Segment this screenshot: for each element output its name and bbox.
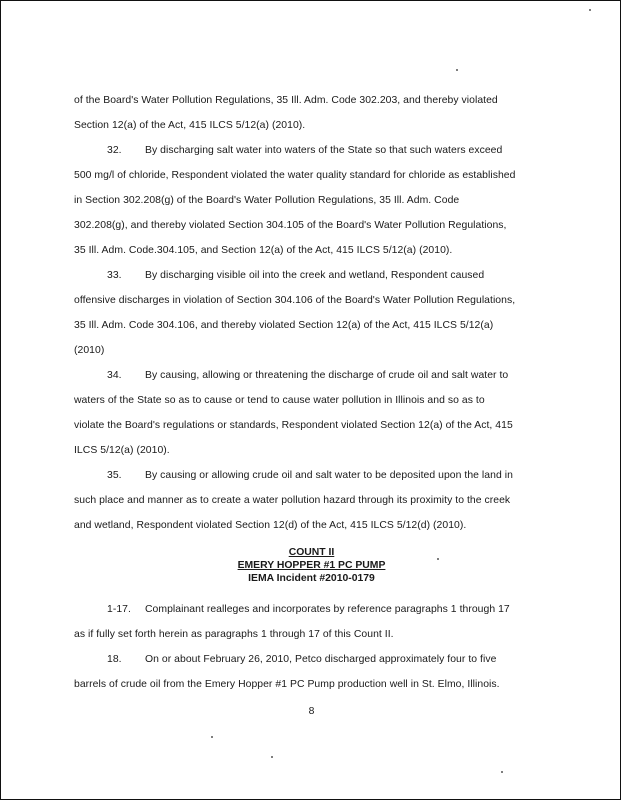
text-line: violate the Board's regulations or standards, Respondent violated Section 12(a) of the Act, 415 [74, 420, 513, 431]
text-line: barrels of crude oil from the Emery Hopper #1 PC Pump production well in St. Elmo, Illinois. [74, 679, 500, 690]
paragraph-number: 18. [107, 654, 122, 665]
incident-heading: IEMA Incident #2010-0179 [248, 573, 375, 584]
text-line: By causing or allowing crude oil and salt water to be deposited upon the land in [145, 470, 513, 481]
text-line: 500 mg/l of chloride, Respondent violated the water quality standard for chloride as established [74, 170, 516, 181]
text-line: Section 12(a) of the Act, 415 ILCS 5/12(a) (2010). [74, 120, 306, 131]
paragraph-number: 35. [107, 470, 122, 481]
paragraph-1-17-first-line [107, 603, 510, 616]
count-title: EMERY HOPPER #1 PC PUMP [237, 560, 386, 571]
paragraph-number: 33. [107, 270, 122, 281]
scan-speck [589, 9, 591, 11]
text-line: 35 Ill. Adm. Code 304.106, and thereby violated Section 12(a) of the Act, 415 ILCS 5/12(a) [74, 320, 494, 331]
paragraph-18-first-line [107, 653, 496, 666]
scan-speck [271, 756, 273, 758]
count-heading: COUNT II [288, 547, 335, 558]
paragraph-number: 32. [107, 145, 122, 156]
text-line: 302.208(g), and thereby violated Section 304.105 of the Board's Water Pollution Regulations, [74, 220, 507, 231]
paragraph-34-first-line [107, 369, 508, 382]
paragraph-32-first-line [107, 144, 502, 157]
text-line: offensive discharges in violation of Section 304.106 of the Board's Water Pollution Regulations, [74, 295, 516, 306]
paragraph-35-first-line [107, 469, 513, 482]
text-line: On or about February 26, 2010, Petco discharged approximately four to five [145, 654, 497, 665]
paragraph-33-first-line [107, 269, 484, 282]
text-line: By discharging salt water into waters of the State so that such waters exceed [145, 145, 503, 156]
scan-speck [501, 771, 503, 773]
text-line: 35 Ill. Adm. Code.304.105, and Section 12(a) of the Act, 415 ILCS 5/12(a) (2010). [74, 245, 453, 256]
text-line: By discharging visible oil into the creek and wetland, Respondent caused [145, 270, 485, 281]
text-line: in Section 302.208(g) of the Board's Water Pollution Regulations, 35 Ill. Adm. Code [74, 195, 460, 206]
scan-speck [456, 69, 458, 71]
text-line: By causing, allowing or threatening the discharge of crude oil and salt water to [145, 370, 509, 381]
scan-speck [211, 736, 213, 738]
text-line: such place and manner as to create a water pollution hazard through its proximity to the creek [74, 495, 511, 506]
scan-speck [437, 558, 439, 560]
text-line: (2010) [74, 345, 105, 356]
page-number: 8 [308, 706, 315, 717]
text-line: as if fully set forth herein as paragraphs 1 through 17 of this Count II. [74, 629, 394, 640]
text-line: Complainant realleges and incorporates by reference paragraphs 1 through 17 [145, 604, 510, 615]
paragraph-number: 1-17. [107, 604, 131, 615]
text-line: waters of the State so as to cause or tend to cause water pollution in Illinois and so as to [74, 395, 485, 406]
text-line: and wetland, Respondent violated Section 12(d) of the Act, 415 ILCS 5/12(d) (2010). [74, 520, 467, 531]
text-line: ILCS 5/12(a) (2010). [74, 445, 170, 456]
text-line: of the Board's Water Pollution Regulations, 35 Ill. Adm. Code 302.203, and thereby violated [74, 95, 498, 106]
paragraph-number: 34. [107, 370, 122, 381]
